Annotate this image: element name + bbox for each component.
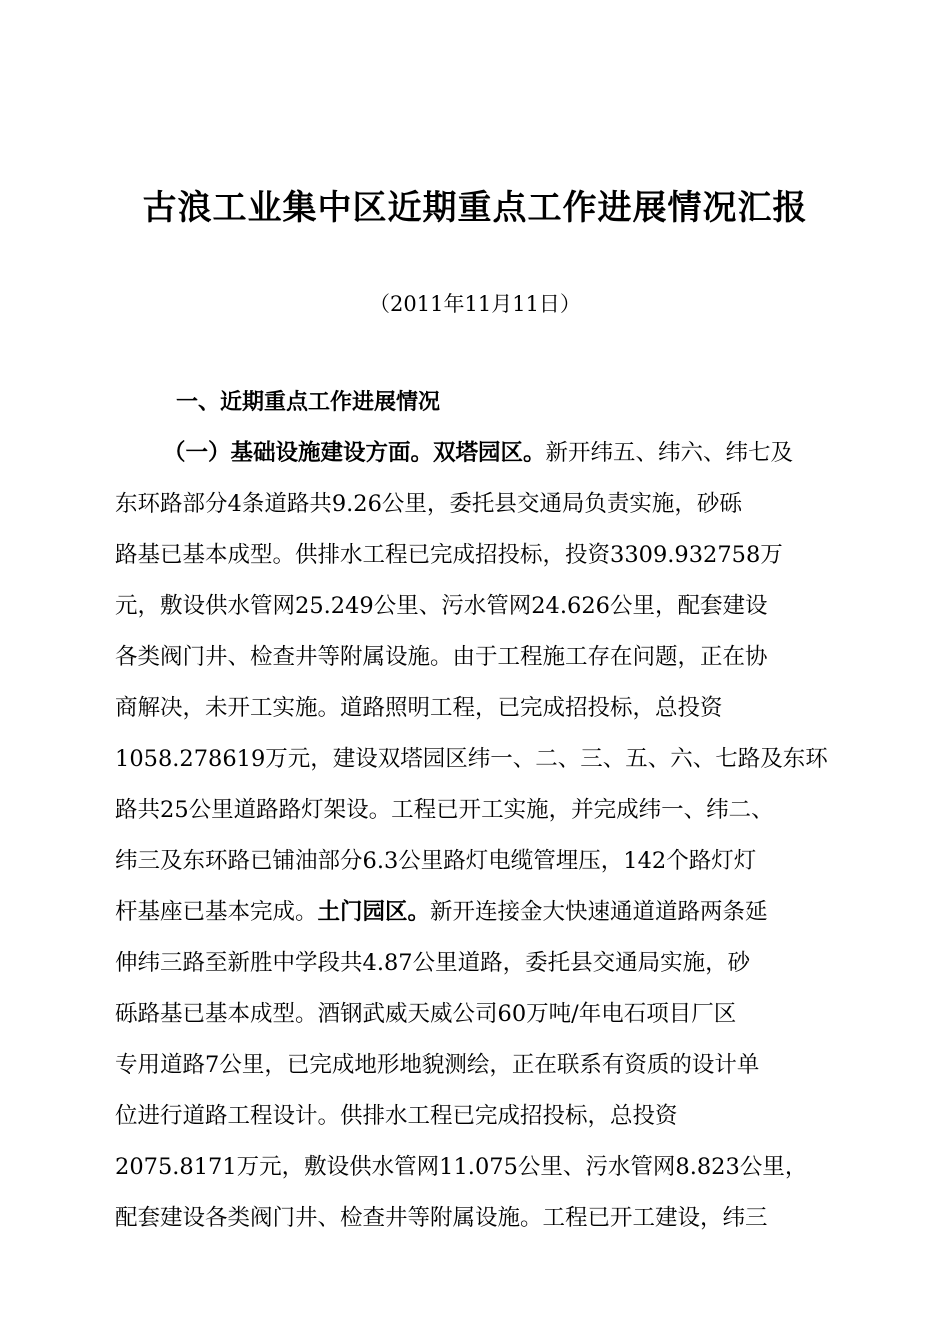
paragraph-line (115, 892, 835, 943)
body-paragraph (115, 433, 835, 1249)
document-title: 古浪工业集中区近期重点工作进展情况汇报 (142, 188, 808, 228)
paragraph-line (115, 433, 835, 484)
paragraph-line: 路共25公里道路路灯架设。工程已开工实施，并完成纬一、纬二、 (115, 797, 774, 823)
paragraph-line: 位进行道路工程设计。供排水工程已完成招投标，总投资 (115, 1103, 678, 1129)
section-heading: 一、近期重点工作进展情况 (176, 390, 441, 415)
paragraph-line: 路基已基本成型。供排水工程已完成招投标，投资3309.932758万 (115, 542, 783, 568)
paragraph-line: 各类阀门井、检查井等附属设施。由于工程施工存在问题，正在协 (115, 644, 768, 670)
paragraph-text: 新开连接金大快速通道道路两条延 (430, 899, 768, 925)
subsection-lead-bold: 土门园区。 (317, 899, 431, 925)
paragraph-line: 1058.278619万元，建设双塔园区纬一、二、三、五、六、七路及东环 (115, 746, 828, 772)
paragraph-line: 元，敷设供水管网25.249公里、污水管网24.626公里，配套建设 (115, 593, 768, 619)
paragraph-text: 杆基座已基本完成。 (115, 899, 318, 925)
paragraph-text: 新开纬五、纬六、纬七及 (545, 440, 794, 466)
paragraph-line: 专用道路7公里，已完成地形地貌测绘，正在联系有资质的设计单 (115, 1052, 760, 1078)
paragraph-line: 纬三及东环路已铺油部分6.3公里路灯电缆管埋压，142个路灯灯 (115, 848, 757, 874)
paragraph-line: 商解决，未开工实施。道路照明工程，已完成招投标，总投资 (115, 695, 723, 721)
document-date: （2011年11月11日） (369, 292, 581, 316)
paragraph-line: 配套建设各类阀门井、检查井等附属设施。工程已开工建设，纬三 (115, 1205, 768, 1231)
paragraph-lead-bold: （一）基础设施建设方面。双塔园区。 (163, 440, 546, 466)
paragraph-line: 伸纬三路至新胜中学段共4.87公里道路，委托县交通局实施，砂 (115, 950, 751, 976)
paragraph-line: 砾路基已基本成型。酒钢武威天威公司60万吨/年电石项目厂区 (115, 1001, 737, 1027)
paragraph-line: 东环路部分4条道路共9.26公里，委托县交通局负责实施，砂砾 (115, 491, 742, 517)
paragraph-line: 2075.8171万元，敷设供水管网11.075公里、污水管网8.823公里， (115, 1154, 808, 1180)
